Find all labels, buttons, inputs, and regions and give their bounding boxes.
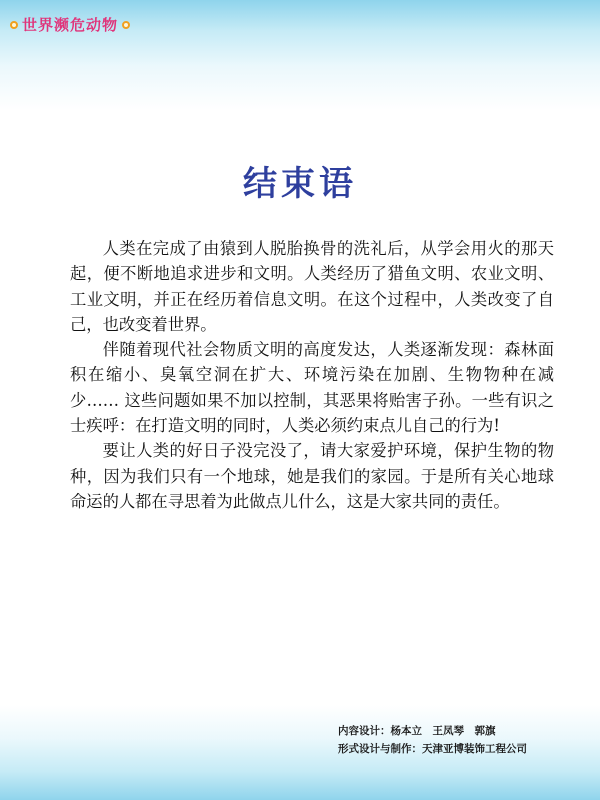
paragraph-1: 人类在完成了由猿到人脱胎换骨的洗礼后，从学会用火的那天起，便不断地追求进步和文明。人类经历了猎鱼文明、农业文明、工业文明，并正在经历着信息文明。在这个过程中，人类改变了自己，也改变着世界。 [70, 239, 554, 334]
credits-block [338, 722, 527, 758]
page-title: 结束语 [243, 164, 357, 204]
category-header [10, 14, 130, 35]
paragraph-2: 伴随着现代社会物质文明的高度发达，人类逐渐发现：森林面积在缩小、臭氧空洞在扩大、环境污染在加剧、生物物种在减少…… 这些问题如果不加以控制，其恶果将贻害子孙。一些有识之士疾呼：在打造文明的同时，人类必须约束点儿自己的行为! [70, 340, 554, 436]
paragraph-3: 要让人类的好日子没完没了，请大家爱护环境，保护生物的物种，因为我们只有一个地球，她是我们的家园。于是所有关心地球命运的人都在寻思着为此做点儿什么，这是大家共同的责任。 [70, 441, 554, 511]
form-design-credit: 形式设计与制作：天津亚博装饰工程公司 [338, 743, 527, 755]
category-label: 世界濒危动物 [22, 16, 119, 34]
content-design-credit: 内容设计：杨本立 王凤琴 郭旗 [338, 725, 496, 737]
bullet-left-icon [10, 21, 18, 29]
bullet-right-icon [122, 21, 130, 29]
body-text [70, 236, 554, 514]
